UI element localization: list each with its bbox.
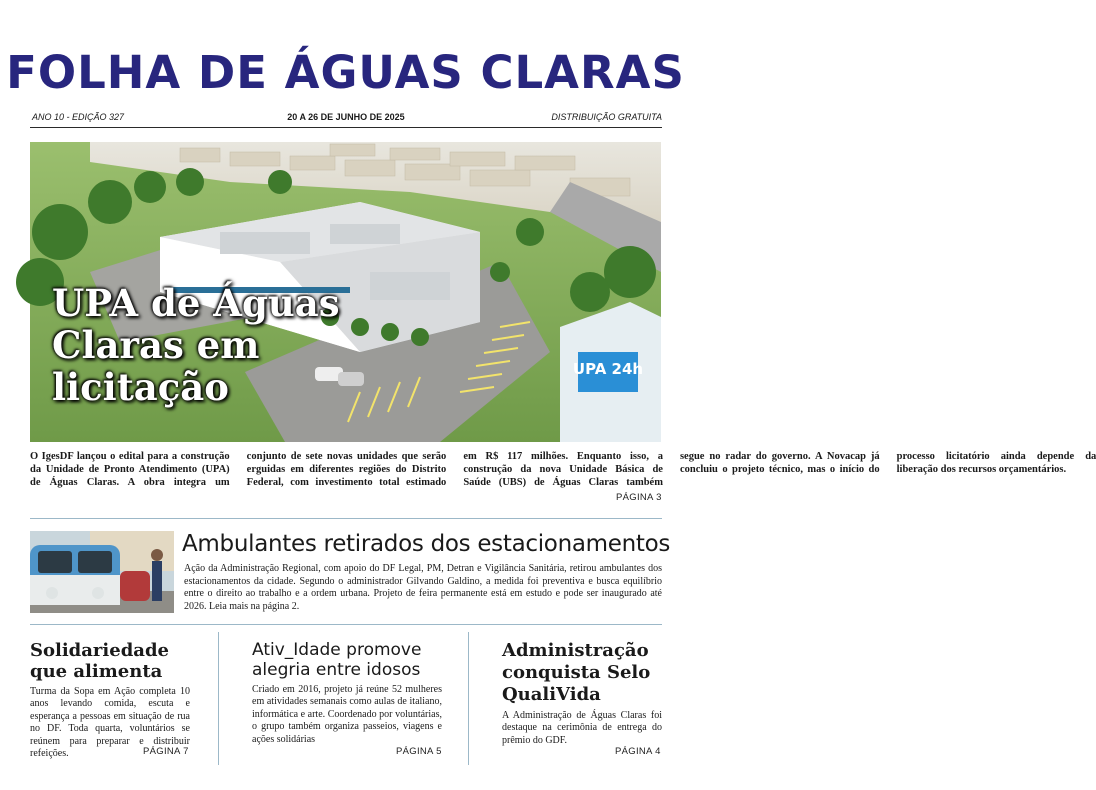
ambulantes-title: Ambulantes retirados dos estacionamentos — [182, 531, 671, 557]
story-text: Turma da Sopa em Ação completa 10 anos levando comida, escuta e esperança a pessoas em situação de rua no DF. Toda quarta, voluntários se reúnem para preparar e distribuir refeições. — [30, 686, 190, 760]
story-page-ref-1: PÁGINA 7 — [143, 746, 189, 757]
story-text: A Administração de Águas Claras foi destaque na cerimônia de entrega do prêmio do GDF. — [502, 710, 662, 746]
story-text: Criado em 2016, projeto já reúne 52 mulheres em atividades semanais como aulas de italiano, informática e arte. Coordenado por voluntárias, o grupo também organiza passeios, viagens e ações solidárias — [252, 684, 442, 745]
story-title: Solidariedade que alimenta — [30, 640, 169, 682]
lead-story-text: O IgesDF lançou o edital para a construção da Unidade de Pronto Atendimento (UPA) de Águas Claras. A obra integra um conjunto de sete novas unidades que serão erguidas em diferentes regiões do Distrito Federal, com investimento total estimado em R$ 117 milhões. Enquanto isso, a construção da nova Unidade Básica de Saúde (UBS) de Águas Claras também segue no radar do governo. A Novacap já concluiu o projeto técnico, mas o início do processo licitatório ainda depende da liberação dos recursos orçamentários. — [30, 451, 1096, 488]
issue-date: 20 A 26 DE JUNHO DE 2025 — [287, 112, 405, 122]
street-vendors-photo — [30, 531, 174, 613]
story-page-ref-2: PÁGINA 5 — [396, 746, 442, 757]
story-page-ref-3: PÁGINA 4 — [615, 746, 661, 757]
story-selo-qualivida — [502, 640, 662, 747]
edition-number: ANO 10 - EDIÇÃO 327 — [32, 112, 125, 122]
hero-headline: UPA de Águas Claras em licitação — [52, 281, 340, 409]
upa-sign-text: UPA 24h — [572, 360, 644, 378]
story-solidariedade — [30, 640, 190, 760]
issue-info-bar — [30, 108, 662, 128]
ambulantes-text: Ação da Administração Regional, com apoio do DF Legal, PM, Detran e Vigilância Sanitária, retirou ambulantes dos estacionamentos da cidade. Segundo o administrador Gilvando Galdino, a medida foi preventiva e busca equilíbrio entre o direito ao trabalho e a ordem urbana. Projeto de feira permanente está em estudo e pode ser inaugurado até 2026. Leia mais na página 2. — [184, 563, 662, 612]
distribution-note: DISTRIBUIÇÃO GRATUITA — [551, 112, 662, 122]
lead-page-ref: PÁGINA 3 — [616, 492, 662, 503]
story-ativ-idade — [252, 640, 442, 746]
section-divider — [30, 518, 662, 519]
ambulantes-photo — [30, 531, 174, 613]
column-rule-2 — [468, 632, 469, 765]
section-divider-bottom — [30, 624, 662, 625]
story-title: Ativ_Idade promove alegria entre idosos — [252, 640, 422, 680]
masthead-title: FOLHA DE ÁGUAS CLARAS — [6, 46, 685, 99]
hero-image — [30, 142, 661, 442]
story-title: Administração conquista Selo QualiVida — [502, 640, 651, 705]
column-rule-1 — [218, 632, 219, 765]
